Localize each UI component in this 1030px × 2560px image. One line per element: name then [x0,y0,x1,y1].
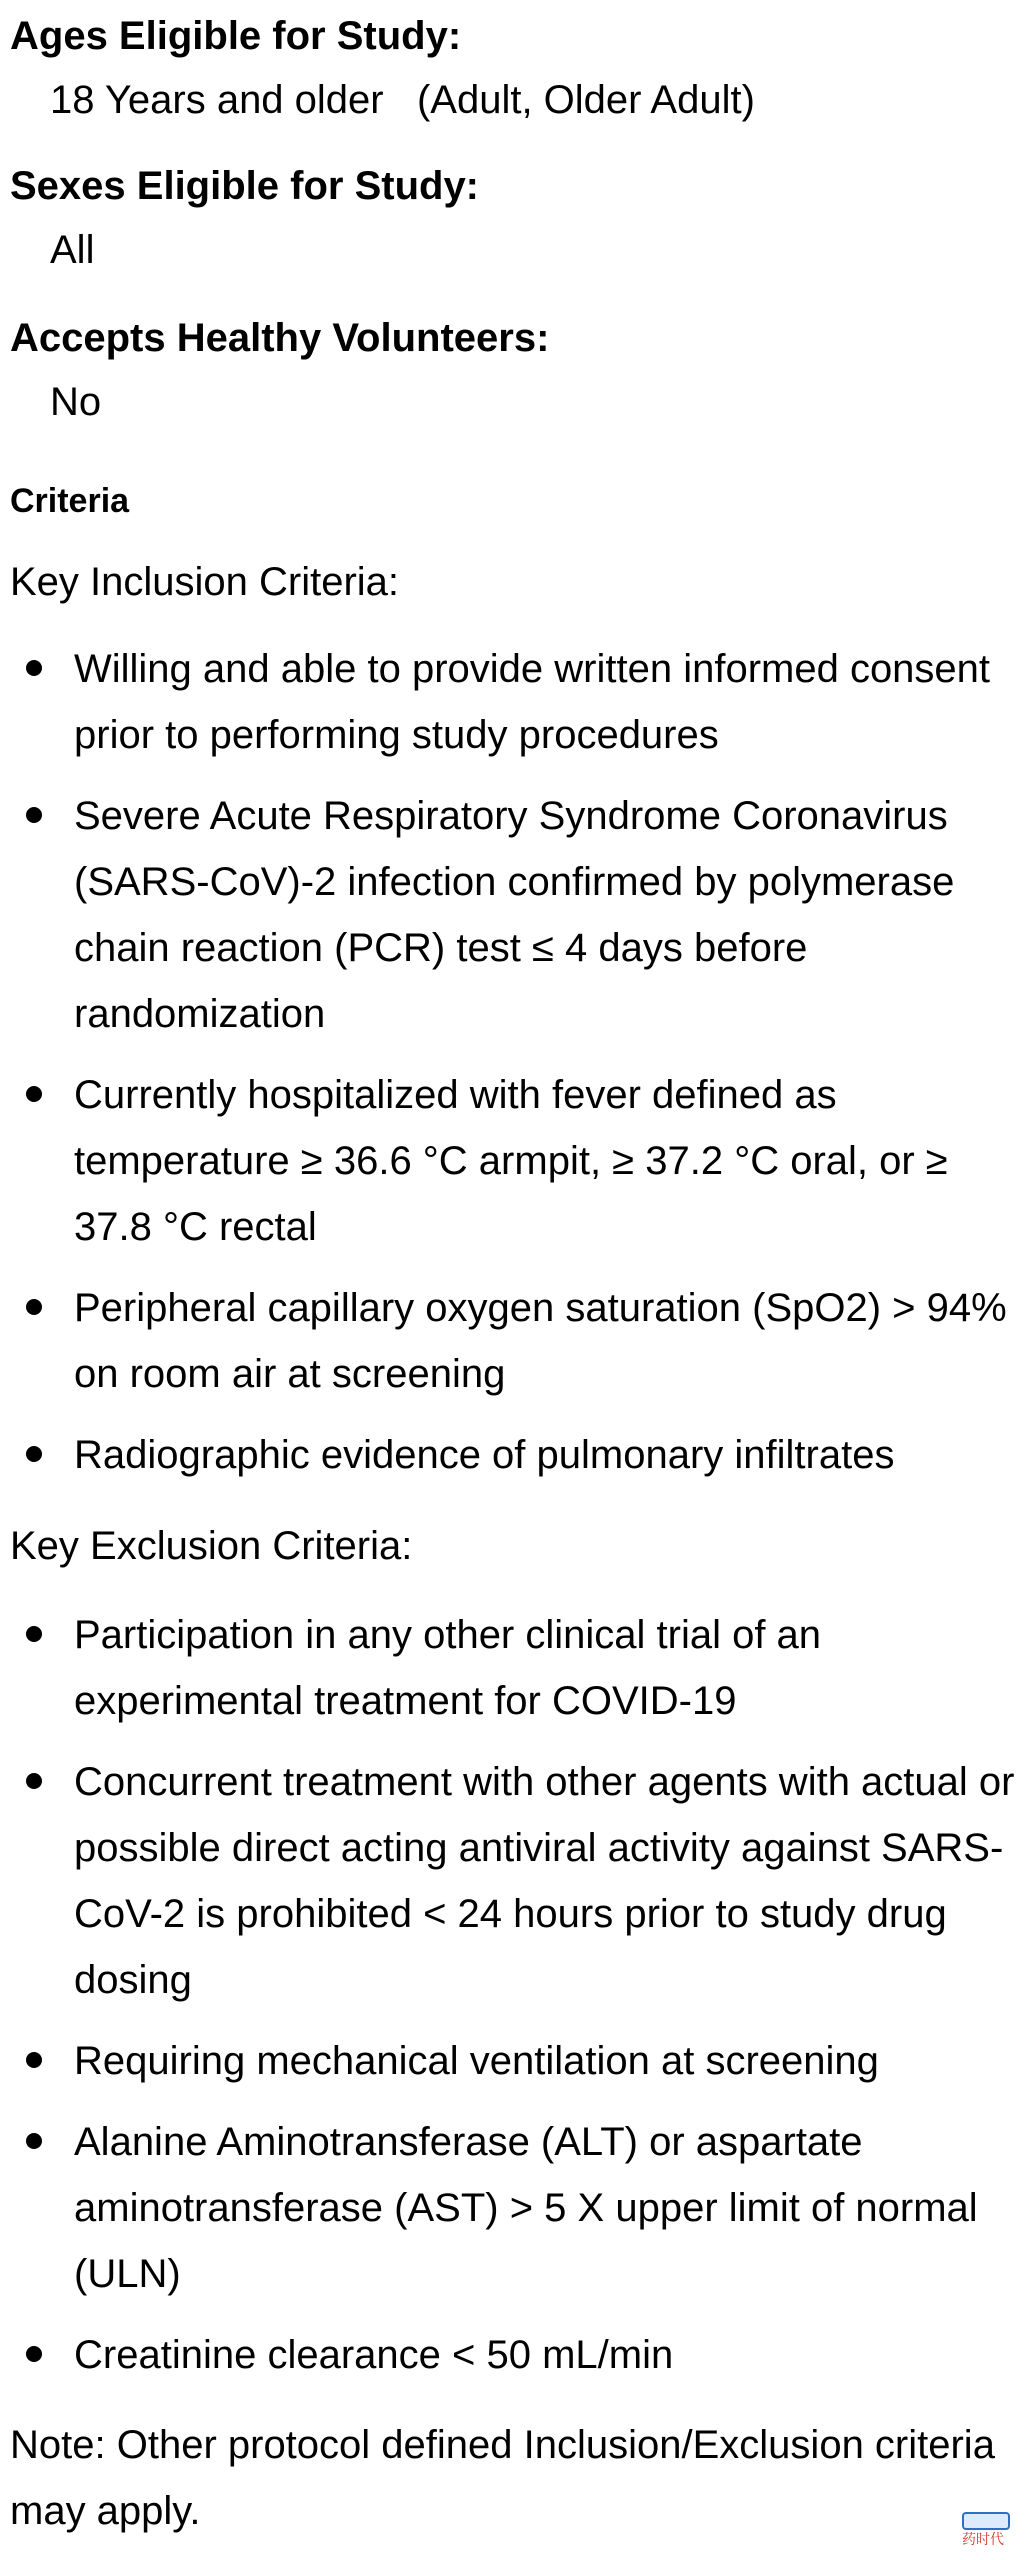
inclusion-heading: Key Inclusion Criteria: [10,560,400,604]
bullet-icon [26,2133,42,2149]
bullet-icon [26,1446,42,1462]
inclusion-item-text: Currently hospitalized with fever defined as temperature ≥ 36.6 °C armpit, ≥ 37.2 °C oral, or ≥ 37.8 °C rectal [74,1073,948,1249]
inclusion-item-text: Severe Acute Respiratory Syndrome Coronavirus (SARS-CoV)-2 infection confirmed by polymerase chain reaction (PCR) test ≤ 4 days before randomization [74,794,955,1036]
criteria-note: Note: Other protocol defined Inclusion/Exclusion criteria may apply. [10,2423,995,2533]
bullet-icon [26,2052,42,2068]
bullet-icon [26,807,42,823]
inclusion-item [0,636,1030,768]
exclusion-heading: Key Exclusion Criteria: [10,1524,413,1568]
drugtimes-watermark-logo [960,2512,1016,2552]
exclusion-item-text: Alanine Aminotransferase (ALT) or aspartate aminotransferase (AST) > 5 X upper limit of normal (ULN) [74,2120,978,2296]
bullet-icon [26,660,42,676]
exclusion-item [0,2322,1030,2388]
exclusion-item [0,2028,1030,2094]
exclusion-item [0,1602,1030,1734]
sexes-value: All [50,228,95,272]
exclusion-item [0,1749,1030,2013]
exclusion-item-text: Participation in any other clinical trial of an experimental treatment for COVID-19 [74,1613,822,1723]
exclusion-item [0,2109,1030,2307]
healthy-volunteers-value: No [50,380,102,424]
watermark-text: 药时代 [962,2532,1004,2548]
bullet-icon [26,1086,42,1102]
exclusion-item-text: Requiring mechanical ventilation at screening [74,2039,879,2083]
ages-label: Ages Eligible for Study: [10,14,462,58]
inclusion-list [0,636,1030,1488]
sexes-label: Sexes Eligible for Study: [10,164,480,208]
ages-value: 18 Years and older (Adult, Older Adult) [50,78,755,122]
bullet-icon [26,1299,42,1315]
inclusion-item [0,1275,1030,1407]
healthy-volunteers-label: Accepts Healthy Volunteers: [10,316,550,360]
inclusion-item [0,783,1030,1047]
exclusion-list [0,1602,1030,2388]
inclusion-item-text: Peripheral capillary oxygen saturation (SpO2) > 94% on room air at screening [74,1286,1007,1396]
exclusion-item-text: Concurrent treatment with other agents with actual or possible direct acting antiviral activity against SARS-CoV-2 is prohibited < 24 hours prior to study drug dosing [74,1760,1015,2002]
inclusion-item-text: Radiographic evidence of pulmonary infiltrates [74,1433,895,1477]
inclusion-item [0,1062,1030,1260]
watermark-logo-badge [962,2512,1010,2530]
criteria-title: Criteria [10,482,130,520]
inclusion-item [0,1422,1030,1488]
bullet-icon [26,1626,42,1642]
bullet-icon [26,1773,42,1789]
inclusion-item-text: Willing and able to provide written informed consent prior to performing study procedures [74,647,991,757]
bullet-icon [26,2346,42,2362]
exclusion-item-text: Creatinine clearance < 50 mL/min [74,2333,674,2377]
